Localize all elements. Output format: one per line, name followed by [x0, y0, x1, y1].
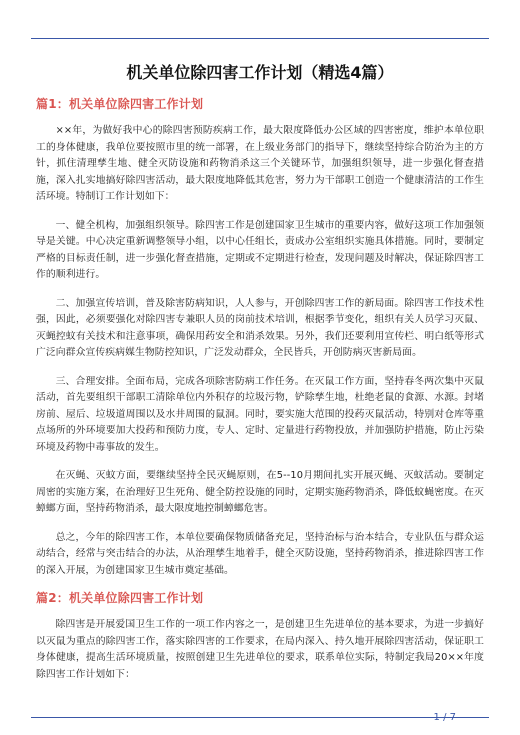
footer-rule	[31, 717, 489, 718]
document-body	[36, 63, 484, 695]
section-2	[36, 591, 484, 683]
header-rule	[31, 38, 489, 39]
paragraph: 总之，今年的除四害工作，本单位要确保物质储备充足，坚持治标与治本结合，专业队伍与群众运动结合，经常与突击结合的办法，从治理孳生地着手，健全灭防设施，坚持药物消杀，推进除四害工作的深入开展，为创建国家卫生城市奠定基础。	[36, 531, 484, 576]
document-title: 机关单位除四害工作计划（精选4篇）	[126, 63, 394, 82]
paragraph: 二、加强宣传培训，普及除害防病知识，人人参与，开创除四害工作的新局面。除四害工作技术性强，因此，必须要强化对除四害专兼职人员的岗前技术培训，根据季节变化，组织有关人员学习灭鼠、灭蝇控蚊有关技术和注意事项，确保用药安全和消杀效果。另外，我们还要利用宣传栏、明白纸等形式广泛向群众宣传疾病媒生物防控知识，广泛发动群众，全民皆兵，开创防病灭害新局面。	[36, 297, 484, 358]
paragraph: 除四害是开展爱国卫生工作的一项工作内容之一，是创建卫生先进单位的基本要求，为进一步搞好以灭鼠为重点的除四害工作，落实除四害的工作要求，在局内深入、持久地开展除四害活动，保证职工身体健康，提高生活环境质量，按照创建卫生先进单位的要求，联系单位实际，特制定我局20××年度除四害工作计划如下：	[36, 619, 484, 680]
paragraph: ××年，为做好我中心的除四害预防疾病工作，最大限度降低办公区域的四害密度，维护本单位职工的身体健康，我单位要按照市里的统一部署，在上级业务部门的指导下，继续坚持综合防治为主的方针，抓住清理孳生地、健全灭防设施和药物消杀这三个关键环节，加强组织领导，进一步强化督查措施，深入扎实地搞好除四害活动，最大限度地降低其危害，努力为干部职工创造一个健康清洁的工作生活环境。特制订工作计划如下：	[36, 125, 484, 202]
paragraph: 三、合理安排。全面布局，完成各项除害防病工作任务。在灭鼠工作方面，坚持春冬两次集中灭鼠活动，首先要组织干部职工清除单位内外积存的垃圾污物，铲除孳生地，杜绝老鼠的食源、水源。封堵房前、屋后、垃圾道周围以及水井周围的鼠洞。同时，要实施大范围的投药灭鼠活动，特别对仓库等重点场所的外环境要加大投药和预防力度，专人、定时、定量进行药物投放，并加强防护措施，防止污染环境及药物中毒事故的发生。	[36, 375, 484, 453]
section-heading: 篇2：机关单位除四害工作计划	[36, 591, 204, 605]
paragraph: 一、健全机构，加强组织领导。除四害工作是创建国家卫生城市的重要内容，做好这项工作加强领导是关键。中心决定重新调整领导小组，以中心任组长，责成办公室组织实施具体措施。同时，要制定严格的目标责任制，进一步强化督查措施，定期或不定期进行检查，发现问题及时解决，保证除四害工作的顺利进行。	[36, 219, 484, 280]
page-number: 1 / 7	[433, 712, 456, 723]
section-heading: 篇1：机关单位除四害工作计划	[36, 97, 204, 111]
section-1	[36, 97, 484, 579]
paragraph: 在灭蝇、灭蚊方面，要继续坚持全民灭蝇原则，在5--10月期间扎实开展灭蝇、灭蚊活动。要制定周密的实施方案，在治理好卫生死角、健全防控设施的同时，定期实施药物消杀，降低蚊蝇密度。在灭蟑螂方面，坚持药物消杀，最大限度地控制蟑螂危害。	[36, 470, 484, 514]
